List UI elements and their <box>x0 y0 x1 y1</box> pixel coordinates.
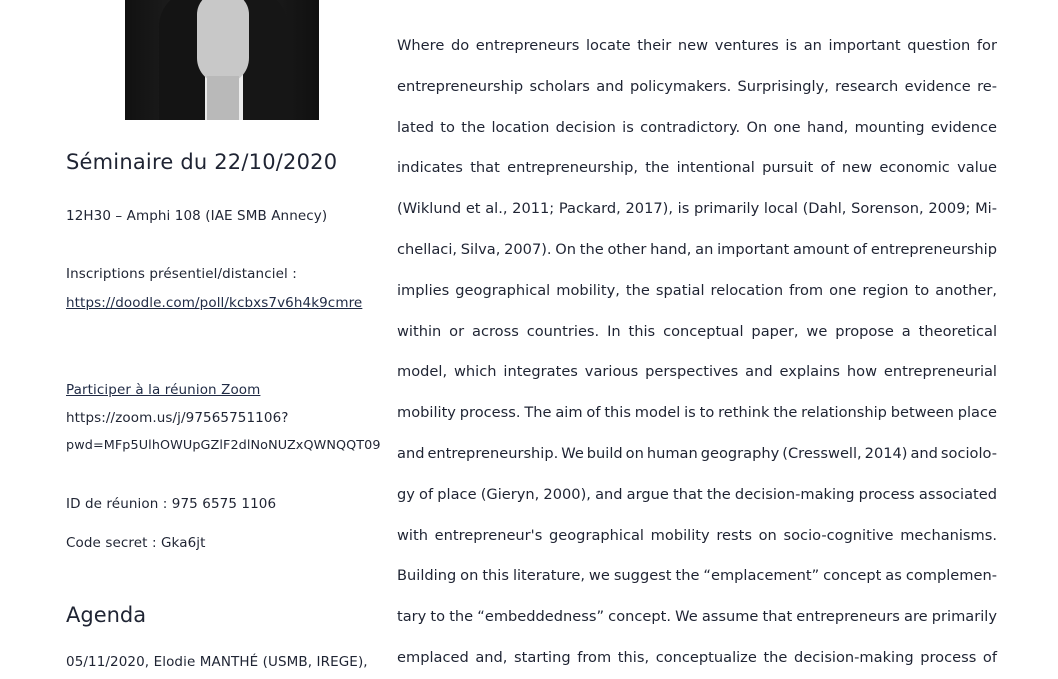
abstract-line: emplaced and, starting from this, conceptualize the decision-making process of <box>397 648 997 666</box>
photo-neck <box>207 76 239 120</box>
abstract-text <box>397 26 997 679</box>
abstract-line: gy of place (Gieryn, 2000), and argue that the decision-making process associated <box>397 485 997 503</box>
registration-link[interactable]: https://doodle.com/poll/kcbxs7v6h4k9cmre <box>66 295 363 311</box>
abstract-line: within or across countries. In this conceptual paper, we propose a theoretical <box>397 322 997 340</box>
speaker-photo <box>125 0 319 120</box>
zoom-url-line-2[interactable]: pwd=MFp5UlhOWUpGZlF2dlNoNUZxQWNQQT09 <box>66 438 381 453</box>
seminar-title: Séminaire du 22/10/2020 <box>66 150 338 174</box>
abstract-line: chellaci, Silva, 2007). On the other hand, an important amount of entrepreneurship <box>397 240 997 258</box>
abstract-line: mobility process. The aim of this model is to rethink the relationship between place <box>397 404 997 422</box>
meeting-id: ID de réunion : 975 6575 1106 <box>66 496 277 512</box>
agenda-heading: Agenda <box>66 603 147 627</box>
photo-face <box>197 0 249 84</box>
zoom-join-link[interactable]: Participer à la réunion Zoom <box>66 382 261 398</box>
time-place: 12H30 – Amphi 108 (IAE SMB Annecy) <box>66 208 328 224</box>
photo-hair-right <box>243 0 287 120</box>
abstract-line: entrepreneurship scholars and policymakers. Surprisingly, research evidence re- <box>397 77 997 95</box>
abstract-line: indicates that entrepreneurship, the intentional pursuit of new economic value <box>397 159 997 177</box>
registration-label: Inscriptions présentiel/distanciel : <box>66 266 297 282</box>
agenda-first-item: 05/11/2020, Elodie MANTHÉ (USMB, IREGE), <box>66 654 368 670</box>
abstract-line: (Wiklund et al., 2011; Packard, 2017), is primarily local (Dahl, Sorenson, 2009; Mi- <box>397 200 997 218</box>
abstract-line: Where do entrepreneurs locate their new ventures is an important question for <box>397 37 997 54</box>
abstract-line: model, which integrates various perspectives and explains how entrepreneurial <box>397 363 997 381</box>
abstract-line: lated to the location decision is contradictory. On one hand, mounting evidence <box>397 118 997 136</box>
zoom-url-line-1[interactable]: https://zoom.us/j/97565751106? <box>66 410 289 426</box>
abstract-line: implies geographical mobility, the spatial relocation from one region to another, <box>397 281 997 299</box>
abstract-line: and entrepreneurship. We build on human geography (Cresswell, 2014) and sociolo- <box>397 444 997 462</box>
abstract-line: Building on this literature, we suggest the “emplacement” concept as complemen- <box>397 567 997 585</box>
secret-code: Code secret : Gka6jt <box>66 535 206 551</box>
abstract-line: tary to the “embeddedness” concept. We assume that entrepreneurs are primarily <box>397 608 997 626</box>
abstract-line: with entrepreneur's geographical mobility rests on socio-cognitive mechanisms. <box>397 526 997 544</box>
